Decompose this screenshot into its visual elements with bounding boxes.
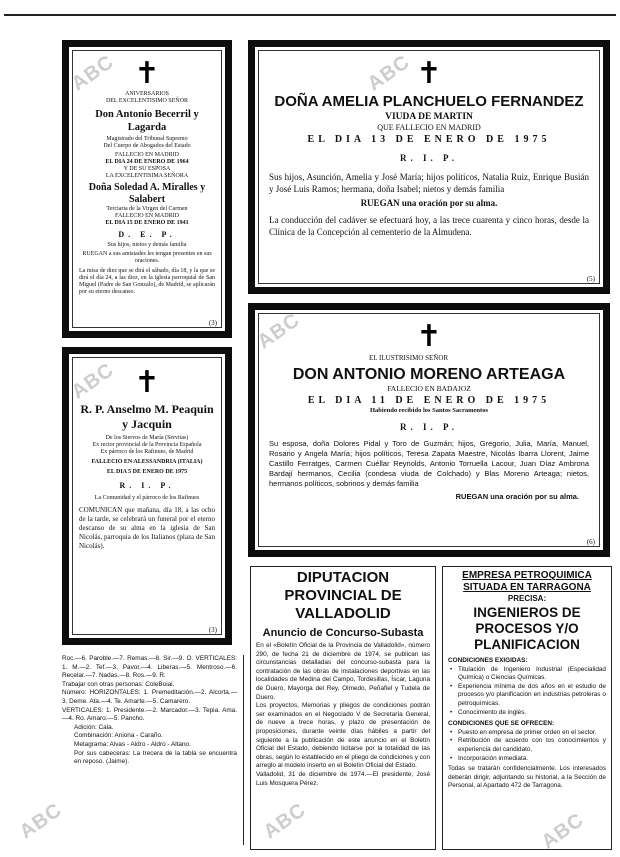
esquela-ruegan: RUEGAN una oración por su alma. <box>360 198 498 208</box>
ad-offers-list <box>443 729 611 763</box>
esquela-date: EL DIA 24 DE ENERO DE 1964 <box>105 159 189 165</box>
esquela-name: Don Antonio Becerril y Lagarda <box>95 109 199 133</box>
ad-empresa <box>442 566 612 850</box>
esquela-date: EL DIA 5 DE ENERO DE 1975 <box>106 469 188 475</box>
page-top-rule <box>4 14 616 16</box>
ad-offers-label: CONDICIONES QUE SE OFRECEN: <box>448 720 555 728</box>
cross-icon: ✝ <box>134 365 160 400</box>
ad-subheader: Anuncio de Concurso-Subasta <box>262 627 424 639</box>
esquela-sacramentos: Habiendo recibido los Santos Sacramentos <box>370 407 488 414</box>
esquela-comunican: COMUNICAN que mañana, día 18, a las ocho de la tarde, se celebrará un funeral por el eterno descanso de su alma en la iglesia de San Nicolás, parroquia de los Italianos (plaza de San Nicolás). <box>79 506 215 550</box>
crossword-otras: Trabajar con otras personas: ColeBoiai. <box>62 680 175 688</box>
ad-title: INGENIEROS DE PROCESOS Y/O PLANIFICACION <box>473 605 581 652</box>
esquela-ruegan: RUEGAN una oración por su alma. <box>455 492 579 501</box>
esquela-name-2: Doña Soledad A. Miralles y Salabert <box>88 182 206 205</box>
watermark-logo: ABC <box>363 50 415 96</box>
esquela-fallecio: FALLECIO EN MADRID <box>115 152 179 158</box>
esquela-intro: EL ILUSTRISIMO SEÑOR <box>369 354 449 362</box>
esquela-moreno-arteaga <box>248 303 610 557</box>
ad-precisa: PRECISA: <box>507 594 547 603</box>
esquela-date: EL DIA 11 DE ENERO DE 1975 <box>307 395 551 406</box>
esquela-role: Ex rector provincial de la Provincia Española Ex párroco de los Rafinues, de Madrid <box>92 442 202 455</box>
crossword-metagrama: Metagrama: Alvas - Aldro - Aldro - Altano. <box>74 740 191 748</box>
esquela-title: Magistrado del Tribunal Supremo Del Cuerpo de Abogados del Estado <box>103 136 191 149</box>
watermark-logo: ABC <box>67 358 119 404</box>
list-item: • Retribución de acuerdo con los conocimientos y experiencia del candidato. <box>448 737 606 754</box>
esquela-date: EL DIA 13 DE ENERO DE 1975 <box>307 134 551 145</box>
ad-footer: Todas se tratarán confidencialmente. Los interesados deberán dirigir, adjuntando su historial, a la Sección de Personal, al Apartado 472 de Tarragona. <box>448 765 606 790</box>
esquela-body <box>79 365 215 551</box>
ad-signature: Valladolid, 31 de diciembre de 1974.—El presidente, José Luis Mosquera Pérez. <box>256 770 430 787</box>
list-item: • Conocimiento de inglés. <box>448 709 606 718</box>
esquela-fallecio-2: FALLECIO EN MADRID <box>115 213 179 219</box>
list-item: • Titulación de Ingeniero Industrial (Especialidad Química) o Ciencias Químicas. <box>448 666 606 683</box>
cross-icon: ✝ <box>416 319 442 354</box>
esquela-community: La Comunidad y el párroco de los Rafinues <box>94 495 200 501</box>
ad-conditions-label: CONDICIONES EXIGIDAS: <box>448 657 528 664</box>
ad-header: EMPRESA PETROQUIMICA SITUADA EN TARRAGONA <box>462 570 592 593</box>
esquela-name: DOÑA AMELIA PLANCHUELO FERNANDEZ <box>274 93 584 110</box>
esquela-number: (5) <box>586 275 595 283</box>
esquela-name: DON ANTONIO MORENO ARTEAGA <box>292 366 566 383</box>
esquela-planchuelo <box>248 40 610 294</box>
esquela-y-esposa: Y DE SU ESPOSA LA EXCELENTISIMA SEÑORA <box>105 166 189 179</box>
crossword-solucion: Número: HORIZONTALES: 1. Premeditación.—2. Alcorta.—3. Deme. Ata.—4. Te. Amarte.—5. Camarero. <box>62 689 237 705</box>
crossword-verticales: VERTICALES: 1. Presidente.—2. Marcador.—3. Tepia. Ama.—4. Ro. Amaro.—5. Pancho. <box>62 706 237 723</box>
esquela-family: Su esposa, doña Dolores Pidal y Toro de Guzmán; hijos, Gregorio, Julia, María, Manuel, Rosario y Angela María; hijos políticos, Teresa Zapata Maestre, Nicolás Ibarra Llorent, Jaime Castillo Ferratges, Carmen Cuéllar Reynolds, Antonio Torruella Lacour, Juan Díaz Ambrona Bardají hermanos, Cecilia (condesa viuda de Colchado) y Blas Moreno Arteaga; nietos, hermanos políticos, sobrinos y demás familia <box>269 439 589 488</box>
esquela-misas: La misa de diez que se dirá el sábado, día 18, y la que se dirá el día 24, a las diez, en la iglesia parroquial de San Miguel (Padre de San Gonzalo), de Madrid, se aplicarán por su eterno descanso. <box>79 268 215 295</box>
ad-header: DIPUTACION PROVINCIAL DE VALLADOLID <box>284 569 402 622</box>
esquela-rip: R. I. P. <box>400 153 458 163</box>
ad-diputacion <box>250 566 436 850</box>
watermark-logo: ABC <box>253 308 305 354</box>
esquela-conduccion: La conducción del cadáver se efectuará hoy, a las trece cuarenta y cinco horas, desde la Clínica de la Concepción al cementerio de la Almudena. <box>269 215 589 237</box>
esquela-fallecio: FALLECIO EN ALESSANDRIA (ITALIA) <box>91 459 203 465</box>
esquela-intro: ANIVERSARIOS DEL EXCELENTISIMO SEÑOR <box>105 91 189 104</box>
cross-icon: ✝ <box>134 56 160 91</box>
esquela-ruegan: RUEGAN a sus amistades les tengan presentes en sus oraciones. <box>82 251 212 264</box>
esquela-fallecio: QUE FALLECIO EN MADRID <box>377 123 481 132</box>
watermark-logo: ABC <box>67 50 119 96</box>
esquela-date-2: EL DIA 15 DE ENERO DE 1941 <box>105 220 189 226</box>
esquela-body <box>269 56 589 238</box>
ad-conditions-list <box>443 666 611 718</box>
esquela-family: Sus hijos, nietos y demás familia <box>107 242 187 248</box>
esquela-body <box>79 56 215 296</box>
esquela-rip: R. I. P. <box>119 481 175 490</box>
esquela-fallecio: FALLECIO EN BADAJOZ <box>387 384 471 393</box>
esquela-number: (6) <box>586 538 595 546</box>
watermark-logo: ABC <box>537 808 589 854</box>
crossword-reposo: Por sus cabeceras: La trecera de la tabla se encuentra en reposo. (Jaime). <box>74 749 237 766</box>
esquela-name: R. P. Anselmo M. Peaquin y Jacquin <box>80 402 214 431</box>
list-item: • Incorporación inmediata. <box>448 755 606 764</box>
esquela-number: (3) <box>208 319 217 327</box>
crossword-adicion: Adición: Cala. <box>74 723 114 731</box>
column-rule <box>243 655 244 845</box>
crossword-solutions <box>62 655 237 850</box>
esquela-order: De los Siervos de María (Servitas) <box>105 435 189 441</box>
ad-body-1: En el «Boletín Oficial de la Provincia de Valladolid», número 290, de fecha 21 de diciembre de 1974, se publican las circunstancias detalladas del concurso-subasta para la contratación de las obras de instalaciones deportivas en las localidades de Medina del Campo, Tordesillas, Íscar, Laguna de Duero, Mayorga del Rey, Olmedo, Peñafiel y Tudela de Duero. <box>256 642 430 701</box>
watermark-logo: ABC <box>15 798 67 844</box>
esquela-title-2: Terciaria de la Virgen del Carmen <box>106 206 188 212</box>
watermark-logo: ABC <box>259 798 311 844</box>
esquela-viuda: VIUDA DE MARTIN <box>385 112 473 122</box>
cross-icon: ✝ <box>416 56 442 91</box>
ad-body-2: Los proyectos, Memorias y pliegos de condiciones podrán ser examinados en el Negociado V de Secretaría General, de nueve a trece horas, y plazo de presentación de proposiciones, durante veinte días hábiles a partir del siguiente a la publicación de este anuncio en el Boletín Oficial del Estado, debiendo licitarse por la totalidad de las obras, según lo establecido en el pliego de condiciones y con arreglo al modelo inserto en el Boletín Oficial del Estado. <box>256 702 430 770</box>
crossword-text: Roc.—6. Paroble.—7. Remas.—8. Sir.—9. O. VERTICALES: 1. M.—2. Tef.—3. Pavor.—4. Liberas.—5. Mentroso.—6. Recelar.—7. Nadas.—8. Ros.—9. R. <box>62 655 237 680</box>
esquela-dep: D. E. P. <box>118 230 176 239</box>
crossword-combinacion: Combinación: Aniona - Caraño. <box>74 732 163 740</box>
list-item: • Experiencia mínima de dos años en el estudio de procesos y/o planificación en industrias petroleras o petroquímicas. <box>448 683 606 709</box>
esquela-family: Sus hijos, Asunción, Amelia y José María; hijos políticos, Natalia Ruiz, Enrique Busián y José Luis Ramos; hermana, doña Isabel; nietos y demás familia <box>269 172 589 194</box>
esquela-number: (3) <box>208 626 217 634</box>
list-item: • Puesto en empresa de primer orden en el sector. <box>448 729 606 738</box>
esquela-rip: R. I. P. <box>400 422 458 432</box>
